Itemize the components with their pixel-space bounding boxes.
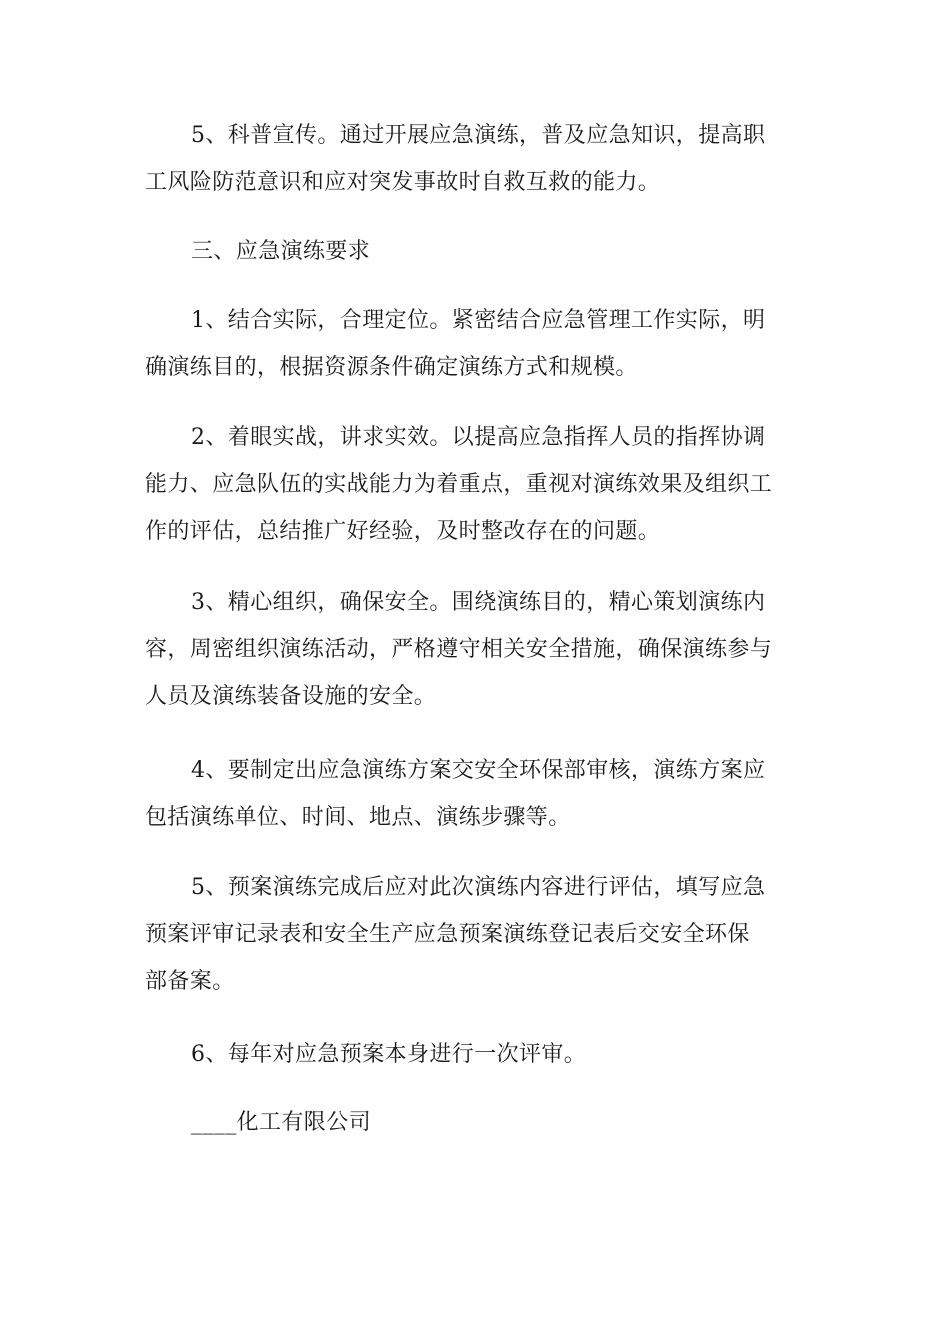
requirement-item-2	[145, 414, 810, 555]
paragraph-line: 工风险防范意识和应对突发事故时自救互救的能力。	[145, 170, 661, 195]
paragraph-line: 确演练目的，根据资源条件确定演练方式和规模。	[145, 355, 638, 380]
paragraph-line: 部备案。	[145, 969, 235, 994]
paragraph-line: 能力、应急队伍的实战能力为着重点，重视对演练效果及组织工	[145, 472, 773, 497]
section-heading-text: 三、应急演练要求	[191, 239, 371, 264]
requirement-item-6	[145, 1031, 810, 1078]
requirement-item-4	[145, 747, 810, 841]
paragraph-line: 容，周密组织演练活动，严格遵守相关安全措施，确保演练参与	[145, 637, 773, 662]
section-heading-drill-requirements	[145, 228, 810, 275]
requirement-item-3	[145, 579, 810, 720]
paragraph-science-publicity	[145, 112, 810, 206]
paragraph-line: 人员及演练装备设施的安全。	[145, 684, 437, 709]
paragraph-line: 5、预案演练完成后应对此次演练内容进行评估，填写应急	[191, 875, 766, 900]
company-name: ____化工有限公司	[191, 1110, 372, 1135]
paragraph-line: 4、要制定出应急演练方案交安全环保部审核，演练方案应	[191, 758, 766, 783]
paragraph-line: 3、精心组织，确保安全。围绕演练目的，精心策划演练内	[191, 590, 766, 615]
paragraph-line: 6、每年对应急预案本身进行一次评审。	[191, 1042, 587, 1067]
company-signature	[145, 1099, 810, 1146]
requirement-item-5	[145, 864, 810, 1005]
paragraph-line: 2、着眼实战，讲求实效。以提高应急指挥人员的指挥协调	[191, 425, 766, 450]
paragraph-line: 1、结合实际，合理定位。紧密结合应急管理工作实际，明	[191, 308, 766, 333]
paragraph-line: 5、科普宣传。通过开展应急演练，普及应急知识，提高职	[191, 123, 766, 148]
paragraph-line: 预案评审记录表和安全生产应急预案演练登记表后交安全环保	[145, 922, 750, 947]
paragraph-line: 包括演练单位、时间、地点、演练步骤等。	[145, 805, 571, 830]
requirement-item-1	[145, 297, 810, 391]
paragraph-line: 作的评估，总结推广好经验，及时整改存在的问题。	[145, 519, 661, 544]
